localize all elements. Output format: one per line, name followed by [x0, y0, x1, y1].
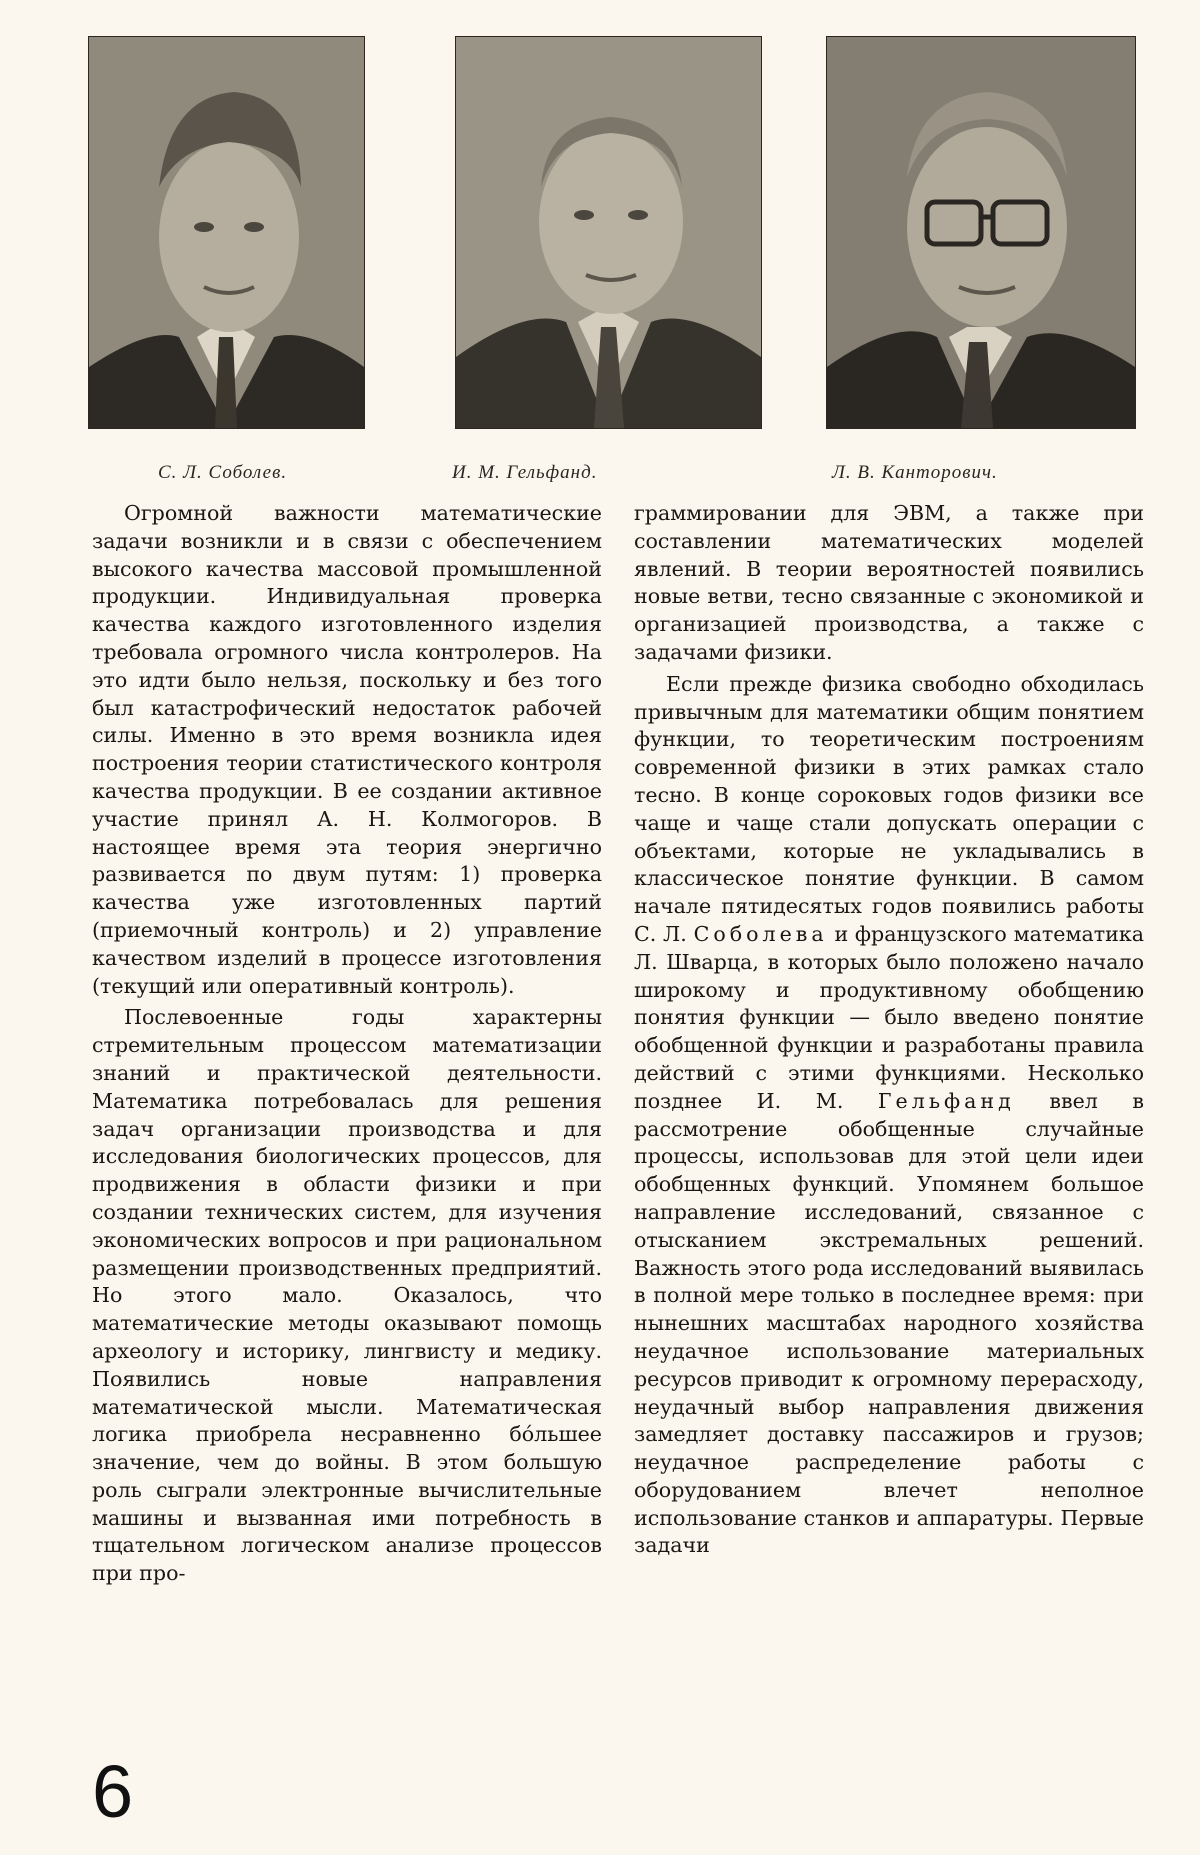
paragraph: Послевоенные годы характерны стремительным процессом математизации знаний и практической деятельности. Математика потребовалась для решения задач организации производства и для исследования биологических процессов, для продвижения в области физики и при создании технических систем, для изучения экономических вопросов и при рациональном размещении производственных предприятий. Но этого мало. Оказалось, что математические методы оказывают помощь археологу и историку, лингвисту и медику. Появились новые направления математической мысли. Математическая логика приобрела несравненно бо́льшее значение, чем до войны. В этом большую роль сыграли электронные вычислительные машины и вызванная ими потребность в тщательном логическом анализе процессов при про- [92, 1005, 602, 1586]
photo-kantorovich [826, 36, 1136, 429]
portrait-photo-icon [89, 37, 364, 428]
paragraph-text: Если прежде физика свободно обходилась привычным для математики общим понятием функции, то теоретическим построениям современной физики в этих рамках стало тесно. В конце сороковых годов физики все чаще и чаще стали допускать операции с объектами, которые не укладывались в классическое понятие функции. В самом начале пятидесятых годов появились работы С. Л. [634, 671, 1144, 946]
name-gelfand: Гельфанд [877, 1088, 1015, 1113]
text-column-right [634, 500, 1144, 1560]
portrait-photo-icon [827, 37, 1135, 428]
caption-kantorovich: Л. В. Канторович. [832, 462, 998, 483]
name-sobolev: Соболева [693, 921, 828, 946]
page-number: 6 [92, 1750, 134, 1833]
paragraph: граммировании для ЭВМ, а также при составлении математических моделей явлений. В теории вероятностей появились новые ветви, тесно связанные с экономикой и организацией производства, а также с задачами физики. [634, 501, 1144, 664]
paragraph [634, 671, 1144, 1561]
paragraph: Огромной важности математические задачи возникли и в связи с обеспечением высокого качества массовой промышленной продукции. Индивидуальная проверка качества каждого изготовленного изделия требовала огромного числа контролеров. На это идти было нельзя, поскольку и без того был катастрофический недостаток рабочей силы. Именно в это время возникла идея построения теории статистического контроля качества продукции. В ее создании активное участие принял А. Н. Колмогоров. В настоящее время эта теория энергично развивается по двум путям: 1) проверка качества уже изготовленных партий (приемочный контроль) и 2) управление качеством изделий в процессе изготовления (текущий или оперативный контроль). [92, 501, 602, 998]
paragraph-text: ввел в рассмотрение обобщенные случайные процессы, использовав для этой цели идеи обобщенных функций. Упомянем большое направление исследований, связанное с отысканием экстремальных решений. Важность этого рода исследований выявилась в полной мере только в последнее время: при нынешних масштабах народного хозяйства неудачное использование материальных ресурсов приводит к огромному перерасходу, неудачный выбор направления движения замедляет доставку пассажиров и грузов; неудачное распределение работы с оборудованием влечет неполное использование станков и аппаратуры. Первые задачи [634, 1088, 1144, 1558]
caption-gelfand: И. М. Гельфанд. [452, 462, 598, 483]
portrait-photo-icon [456, 37, 761, 428]
text-column-left [92, 500, 602, 1588]
photo-sobolev [88, 36, 365, 429]
caption-sobolev: С. Л. Соболев. [158, 462, 288, 483]
photo-gelfand [455, 36, 762, 429]
paragraph-text: и французского математика Л. Шварца, в которых было положено начало широкому и продуктивному обобщению понятия функции — было введено понятие обобщенной функции и разработаны правила действий с этими функциями. Несколько позднее И. М. [634, 921, 1145, 1113]
